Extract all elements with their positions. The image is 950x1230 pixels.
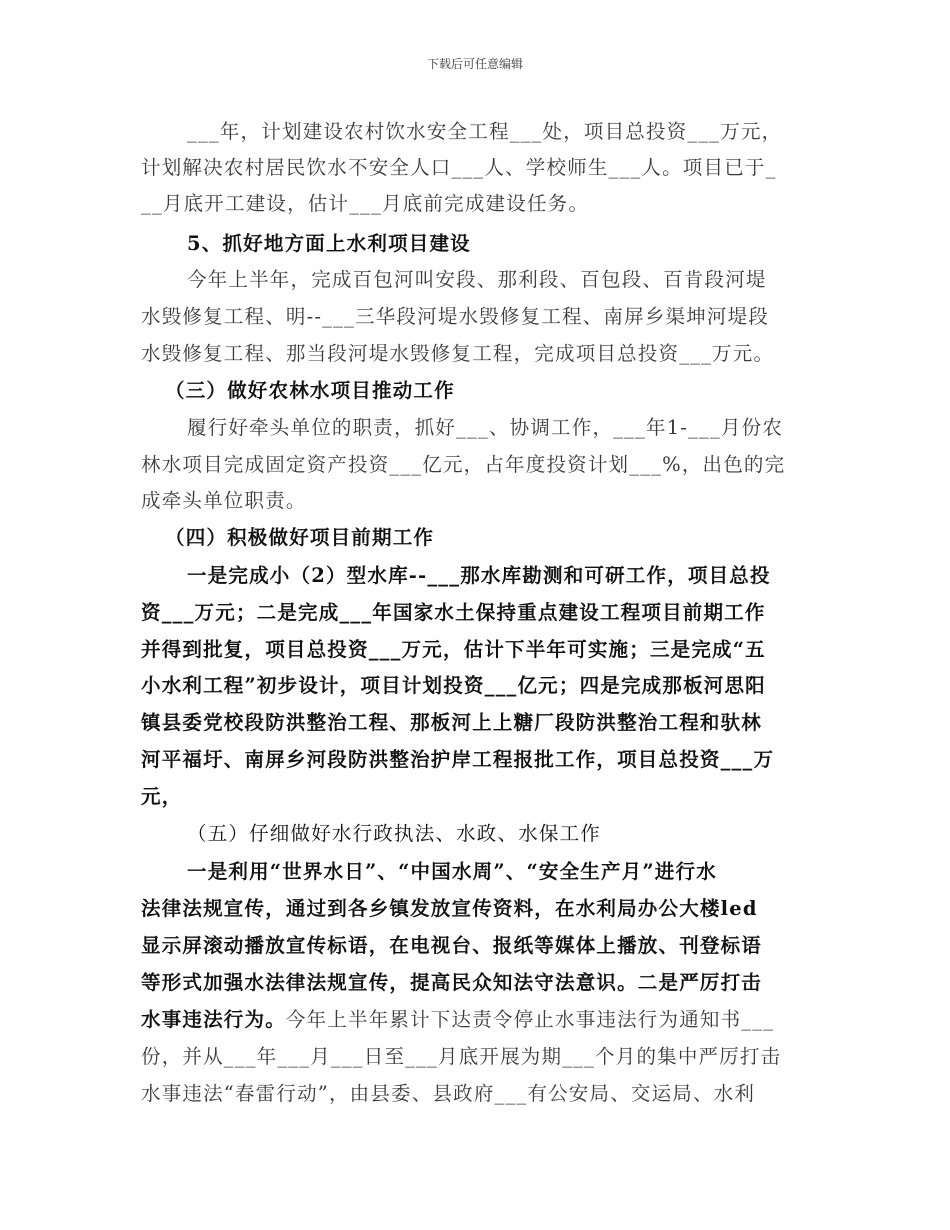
section-heading: 5、抓好地方面上水利项目建设 [187, 232, 471, 255]
page-header: 下载后可任意编辑 [426, 57, 523, 71]
body-line: 镇县委党校段防洪整治工程、那板河上上糖厂段防洪整治工程和驮林 [141, 711, 763, 734]
body-line: ___年，计划建设农村饮水安全工程___处，项目总投资___万元， [187, 120, 783, 143]
body-line: 成牵头单位职责。 [141, 489, 307, 512]
body-line-mixed [141, 1004, 821, 1032]
bold-run: 水事违法行为。 [141, 1008, 286, 1031]
section-heading: （五）仔细做好水行政执法、水政、水保工作 [187, 822, 602, 845]
body-line: 小水利工程”初步设计，项目计划投资___亿元；四是完成那板河思阳 [141, 674, 766, 697]
body-line: 并得到批复，项目总投资___万元，估计下半年可实施；三是完成“五 [141, 638, 766, 661]
body-line: 河平福圩、南屏乡河段防洪整治护岸工程报批工作，项目总投资___万 [141, 748, 775, 771]
body-line: 等形式加强水法律法规宣传，提高民众知法守法意识。二是严厉打击 [141, 971, 763, 994]
body-line: 水毁修复工程、那当段河堤水毁修复工程，完成项目总投资___万元。 [141, 342, 775, 365]
body-line: 元， [141, 785, 183, 808]
body-line: 一是完成小（2）型水库--___那水库勘测和可研工作，项目总投 [187, 564, 771, 587]
body-line: 资___万元；二是完成___年国家水土保持重点建设工程项目前期工作 [141, 601, 766, 624]
body-line: 计划解决农村居民饮水不安全人口___人、学校师生___人。项目已于_ [141, 156, 777, 179]
body-line: 显示屏滚动播放宣传标语，在电视台、报纸等媒体上播放、刊登标语 [141, 934, 763, 957]
body-line: 履行好牵头单位的职责，抓好___、协调工作，___年1-___月份农 [187, 416, 784, 439]
body-line: 林水项目完成固定资产投资___亿元，占年度投资计划___%，出色的完 [141, 453, 786, 476]
section-heading: （三）做好农林水项目推动工作 [165, 379, 455, 402]
body-line: 法律法规宣传，通过到各乡镇发放宣传资料，在水利局办公大楼led [141, 897, 758, 920]
body-line: 水毁修复工程、明--___三华段河堤水毁修复工程、南屏乡渠坤河堤段 [141, 305, 770, 328]
section-heading: （四）积极做好项目前期工作 [165, 526, 435, 549]
body-line: __月底开工建设，估计___月底前完成建设任务。 [141, 192, 590, 215]
body-line: 今年上半年，完成百包河叫安段、那利段、百包段、百肯段河堤 [187, 268, 767, 291]
normal-run: 今年上半年累计下达责令停止水事违法行为通知书___ [285, 1008, 775, 1031]
body-line: 份，并从___年___月___日至___月底开展为期___个月的集中严厉打击 [141, 1045, 782, 1068]
body-line: 一是利用“世界水日”、“中国水周”、“安全生产月”进行水 [187, 860, 717, 883]
body-line: 水事违法“春雷行动”，由县委、县政府___有公安局、交运局、水利 [141, 1082, 756, 1105]
